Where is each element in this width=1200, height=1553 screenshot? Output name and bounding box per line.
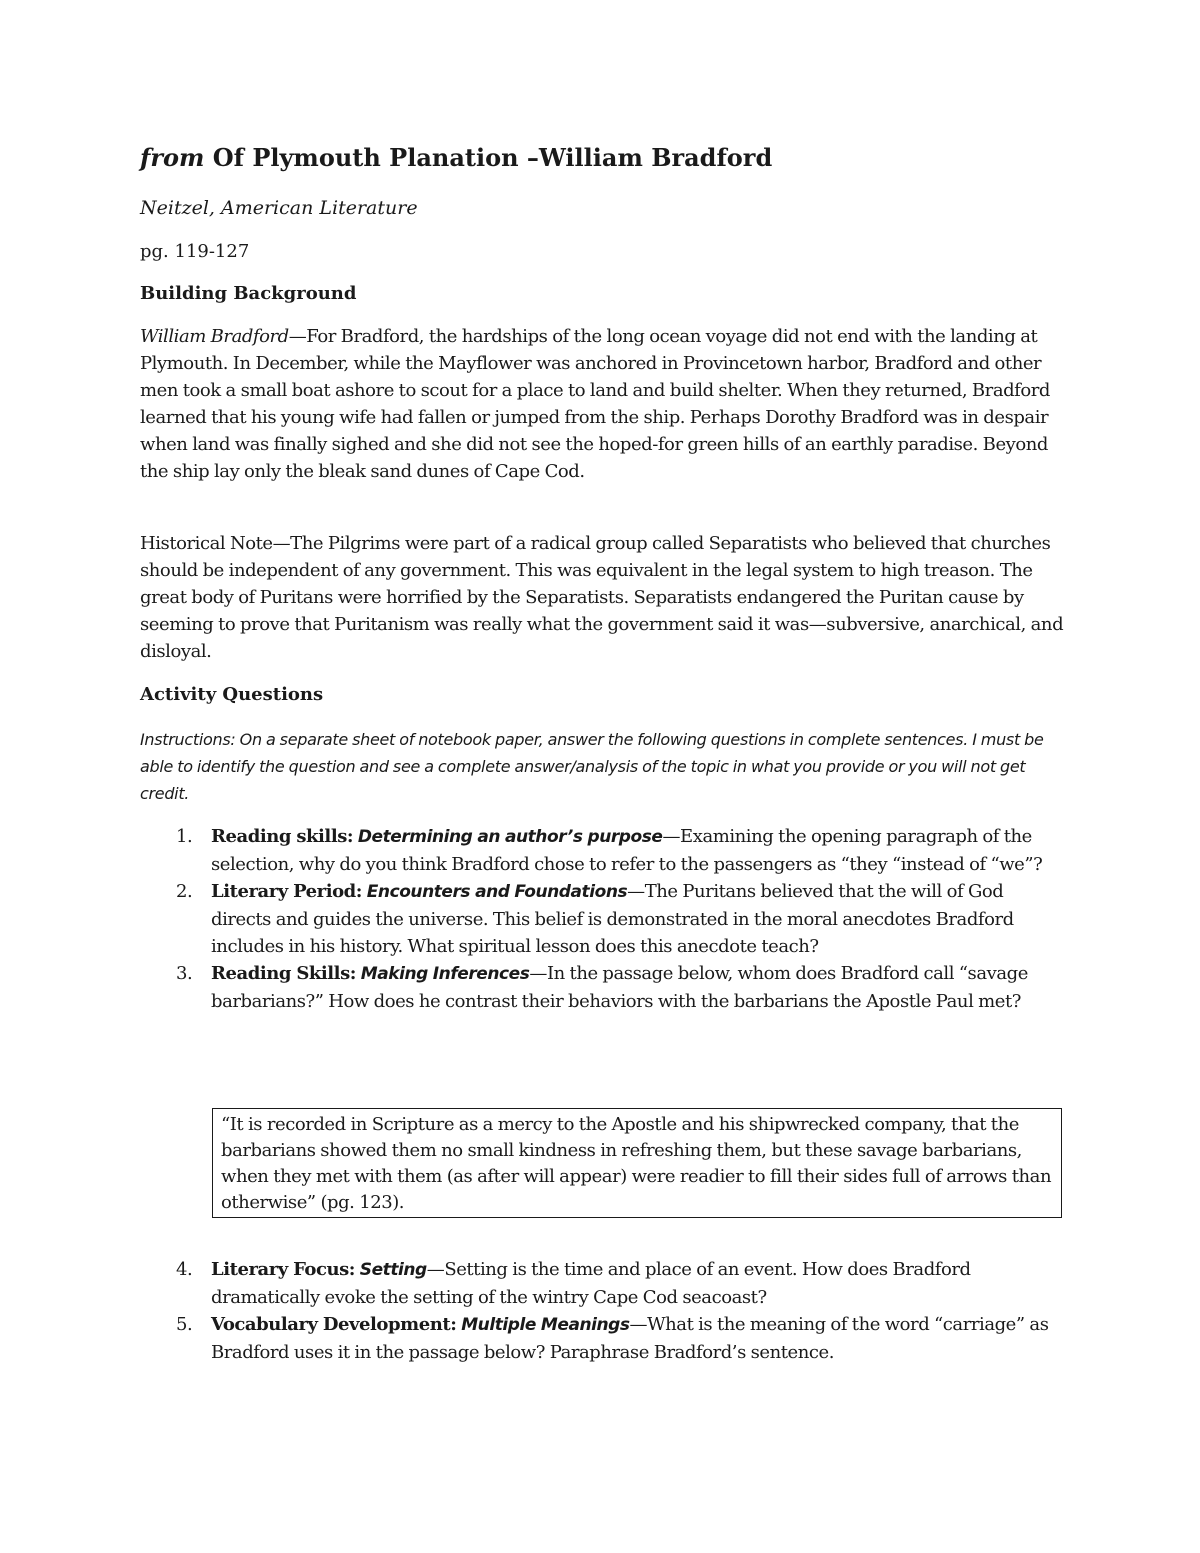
question-text: —What is the meaning of the word “carriage” as Bradford uses it in the passage below? Paraphrase Bradford’s sentence. <box>211 1314 1049 1363</box>
page-range: pg. 119-127 <box>140 241 250 262</box>
question-label: Reading Skills: <box>211 963 356 984</box>
question-number: 3. <box>176 963 193 984</box>
question-focus: Setting <box>359 1260 427 1280</box>
question-number: 5. <box>176 1314 193 1335</box>
activity-questions-heading: Activity Questions <box>140 684 324 705</box>
question-list-a <box>140 823 1065 1015</box>
background-paragraph-1-lead: William Bradford <box>140 326 289 347</box>
question-item <box>140 878 1065 960</box>
question-focus: Multiple Meanings <box>461 1315 630 1335</box>
instructions-text: Instructions: On a separate sheet of notebook paper, answer the following questions in complete sentences. I must be able to identify the question and see a complete answer/analysis of the topic in what you provide or you will not get credit. <box>140 730 1044 803</box>
quote-passage-box: “It is recorded in Scripture as a mercy to the Apostle and his shipwrecked company, that the barbarians showed them no small kindness in refreshing them, but these savage barbarians, when they met with them (as after will appear) were readier to fill their sides full of arrows than otherwise” (pg. 123). <box>212 1108 1062 1218</box>
question-item <box>140 1311 1065 1366</box>
question-label: Vocabulary Development: <box>211 1314 457 1335</box>
question-item <box>140 823 1065 878</box>
building-background-heading: Building Background <box>140 283 357 304</box>
historical-note-paragraph: Historical Note—The Pilgrims were part of a radical group called Separatists who believed that churches should be independent of any government. This was equivalent in the legal system to high treason. The great body of Puritans were horrified by the Separatists. Separatists endangered the Puritan cause by seeming to prove that Puritanism was really what the government said it was—subversive, anarchical, and disloyal. <box>140 533 1064 662</box>
question-focus: Making Inferences <box>360 964 530 984</box>
background-paragraph-1 <box>140 323 1065 485</box>
document-title <box>140 142 772 174</box>
question-list-b <box>140 1256 1065 1366</box>
question-number: 4. <box>176 1259 193 1280</box>
question-focus: Encounters and Foundations <box>366 882 628 902</box>
question-label: Literary Focus: <box>211 1259 355 1280</box>
document-subtitle: Neitzel, American Literature <box>140 197 418 219</box>
question-label: Literary Period: <box>211 881 362 902</box>
question-text: —In the passage below, whom does Bradford call “savage barbarians?” How does he contrast their behaviors with the barbarians the Apostle Paul met? <box>211 963 1028 1012</box>
question-text: —The Puritans believed that the will of God directs and guides the universe. This belief is demonstrated in the moral anecdotes Bradford includes in his history. What spiritual lesson does this anecdote teach? <box>211 881 1014 957</box>
question-item <box>140 960 1065 1015</box>
title-from: from <box>140 143 205 172</box>
question-number: 2. <box>176 881 193 902</box>
question-text: —Setting is the time and place of an event. How does Bradford dramatically evoke the setting of the wintry Cape Cod seacoast? <box>211 1259 971 1308</box>
title-main: Of Plymouth Planation –William Bradford <box>212 143 773 172</box>
question-item <box>140 1256 1065 1311</box>
question-label: Reading skills: <box>211 826 354 847</box>
question-text: —Examining the opening paragraph of the selection, why do you think Bradford chose to refer to the passengers as “they “instead of “we”? <box>211 826 1043 875</box>
background-paragraph-1-text: —For Bradford, the hardships of the long ocean voyage did not end with the landing at Plymouth. In December, while the Mayflower was anchored in Provincetown harbor, Bradford and other men took a small boat ashore to scout for a place to land and build shelter. When they returned, Bradford learned that his young wife had fallen or jumped from the ship. Perhaps Dorothy Bradford was in despair when land was finally sighed and she did not see the hoped-for green hills of an earthly paradise. Beyond the ship lay only the bleak sand dunes of Cape Cod. <box>140 326 1051 482</box>
question-number: 1. <box>176 826 193 847</box>
question-focus: Determining an author’s purpose <box>357 827 663 847</box>
